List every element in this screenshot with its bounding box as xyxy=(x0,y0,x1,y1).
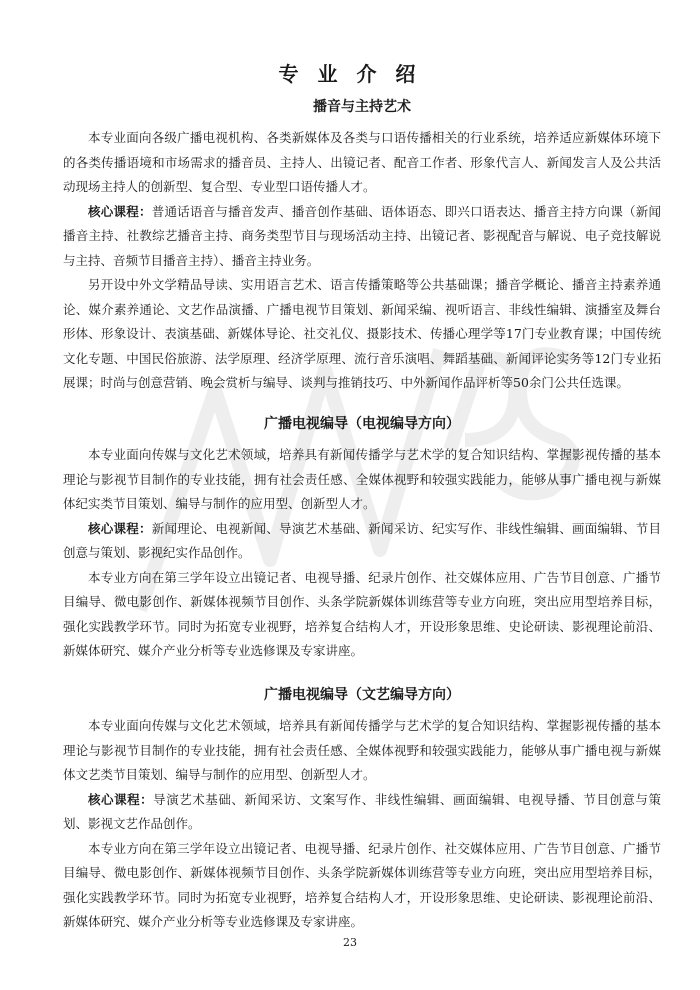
core-courses-text: 新闻理论、电视新闻、导演艺术基础、新闻采访、纪实写作、非线性编辑、画面编辑、节目创意与策划、影视纪实作品创作。 xyxy=(63,520,661,560)
page-number: 23 xyxy=(343,936,357,949)
document-title: 专 业 介 绍 xyxy=(278,62,422,86)
core-courses-label: 核心课程： xyxy=(88,520,152,536)
section-heading: 广播电视编导（文艺编导方向） xyxy=(264,687,460,703)
core-courses-text: 普通话语音与播音发声、播音创作基础、语体语态、即兴口语表达、播音主持方向课（新闻播音主持、社教综艺播音主持、商务类型节目与现场活动主持、出镜记者、影视配音与解说、电子竞技解说与主持、音频节目播音主持）、播音主持业务。 xyxy=(63,203,661,268)
intro-paragraph: 本专业面向各级广播电视机构、各类新媒体及各类与口语传播相关的行业系统，培养适应新媒体环境下的各类传播语境和市场需求的播音员、主持人、出镜记者、配音工作者、形象代言人、新闻发言人及公共活动现场主持人的创新型、复合型、专业型口语传播人才。 xyxy=(63,130,661,194)
direction-classes-paragraph: 本专业方向在第三学年设立出镜记者、电视导播、纪录片创作、社交媒体应用、广告节目创意、广播节目编导、微电影创作、新媒体视频节目创作、头条学院新媒体训练营等专业方向班，突出应用型培养目标，强化实践教学环节。同时为拓宽专业视野，培养复合结构人才，开设形象思维、史论研读、影视理论前沿、新媒体研究、媒介产业分析等专业选修课及专家讲座。 xyxy=(63,840,661,929)
section-broadcasting-hosting xyxy=(63,96,661,396)
section-heading: 广播电视编导（电视编导方向） xyxy=(264,416,460,432)
section-heading: 播音与主持艺术 xyxy=(313,99,411,115)
direction-classes-paragraph: 本专业方向在第三学年设立出镜记者、电视导播、纪录片创作、社交媒体应用、广告节目创意、广播节目编导、微电影创作、新媒体视频节目创作、头条学院新媒体训练营等专业方向班，突出应用型培养目标，强化实践教学环节。同时为拓宽专业视野，培养复合结构人才，开设形象思维、史论研读、影视理论前沿、新媒体研究、媒介产业分析等专业选修课及专家讲座。 xyxy=(63,569,661,658)
core-courses-text: 导演艺术基础、新闻采访、文案写作、非线性编辑、画面编辑、电视导播、节目创意与策划、影视文艺作品创作。 xyxy=(63,791,661,831)
core-courses-label: 核心课程： xyxy=(88,791,154,807)
other-courses-paragraph: 另开设中外文学精品导读、实用语言艺术、语言传播策略等公共基础课；播音学概论、播音主持素养通论、媒介素养通论、文艺作品演播、广播电视节目策划、新闻采编、视听语言、非线性编辑、演播室及舞台形体、形象设计、表演基础、新媒体导论、社交礼仪、摄影技术、传播心理学等17门专业教育课；中国传统文化专题、中国民俗旅游、法学原理、经济学原理、流行音乐演唱、舞蹈基础、新闻评论实务等12门专业拓展课；时尚与创意营销、晚会赏析与编导、谈判与推销技巧、中外新闻作品评析等50余门公共任选课。 xyxy=(63,277,661,390)
core-courses-paragraph xyxy=(63,200,661,274)
section-arts-directing xyxy=(63,684,661,935)
intro-paragraph: 本专业面向传媒与文化艺术领域，培养具有新闻传播学与艺术学的复合知识结构、掌握影视传播的基本理论与影视节目制作的专业技能，拥有社会责任感、全媒体视野和较强实践能力，能够从事广播电视与新媒体文艺类节目策划、编导与制作的应用型、创新型人才。 xyxy=(63,718,661,782)
section-tv-directing xyxy=(63,413,661,664)
core-courses-paragraph xyxy=(63,788,661,837)
core-courses-label: 核心课程： xyxy=(88,203,152,219)
core-courses-paragraph xyxy=(63,517,661,566)
intro-paragraph: 本专业面向传媒与文化艺术领域，培养具有新闻传播学与艺术学的复合知识结构、掌握影视传播的基本理论与影视节目制作的专业技能，拥有社会责任感、全媒体视野和较强实践能力，能够从事广播电视与新媒体纪实类节目策划、编导与制作的应用型、创新型人才。 xyxy=(63,447,661,511)
